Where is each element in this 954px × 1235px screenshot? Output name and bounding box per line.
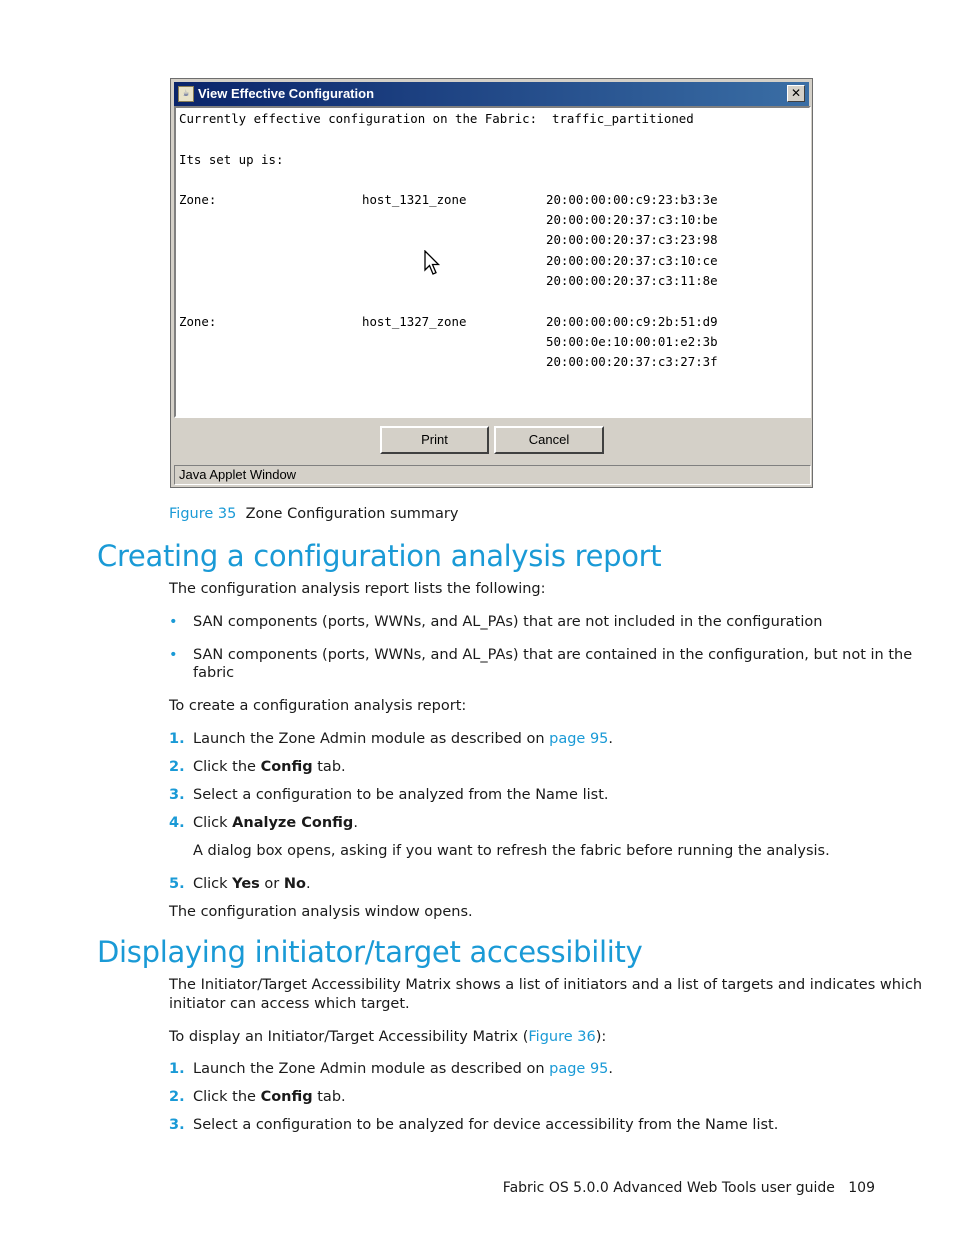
setup-line: Its set up is: [179,152,284,167]
print-button[interactable]: Print [380,426,489,454]
page-number: 109 [848,1180,875,1196]
step-number: 2. [169,1089,185,1105]
wwn-value: 50:00:0e:10:00:01:e2:3b [546,334,718,349]
step-text: Click Analyze Config. [193,815,358,831]
step-text: Click Yes or No. [193,876,311,892]
step-text: Launch the Zone Admin module as described on page 95. [193,731,614,747]
section-heading-analysis-report: Creating a configuration analysis report [97,539,662,573]
step-number: 3. [169,787,185,803]
step-number: 2. [169,759,185,775]
step-number: 1. [169,1061,185,1077]
wwn-value: 20:00:00:20:37:c3:27:3f [546,354,718,369]
wwn-value: 20:00:00:20:37:c3:10:be [546,212,718,227]
step-text: Select a configuration to be analyzed for device accessibility from the Name list. [193,1117,779,1133]
wwn-value: 20:00:00:20:37:c3:11:8e [546,273,718,288]
bullet-item: SAN components (ports, WWNs, and AL_PAs) that are contained in the configuration, but not in the [193,647,913,663]
wwn-value: 20:00:00:00:c9:2b:51:d9 [546,314,718,329]
page-link[interactable]: page 95 [549,731,609,747]
step-number: 3. [169,1117,185,1133]
wwn-value: 20:00:00:00:c9:23:b3:3e [546,192,718,207]
step-text: Click the Config tab. [193,1089,346,1105]
section1-outro: The configuration analysis window opens. [169,904,473,920]
bullet-item: SAN components (ports, WWNs, and AL_PAs) that are not included in the configuration [193,614,823,630]
wwn-value: 20:00:00:20:37:c3:23:98 [546,232,718,247]
step-number: 1. [169,731,185,747]
applet-status-bar: Java Applet Window [174,465,811,485]
fabric-line: Currently effective configuration on the Fabric: traffic_partitioned [179,111,694,126]
bullet-icon: • [169,647,178,663]
section2-intro: The Initiator/Target Accessibility Matrix shows a list of initiators and a list of targets and indicates which [169,977,923,993]
figure-label: Figure 35 [169,506,237,522]
step-text: Click the Config tab. [193,759,346,775]
section1-lead: To create a configuration analysis report: [169,698,467,714]
section-heading-accessibility: Displaying initiator/target accessibility [97,935,643,969]
dialog-title: View Effective Configuration [198,86,375,101]
step-number: 5. [169,876,185,892]
step-text: Launch the Zone Admin module as described on page 95. [193,1061,614,1077]
step-note: A dialog box opens, asking if you want to refresh the fabric before running the analysis. [193,843,830,859]
zone-name: host_1321_zone [362,192,467,207]
page-link[interactable]: page 95 [549,1061,609,1077]
step-number: 4. [169,815,185,831]
dialog-titlebar[interactable] [174,82,809,106]
step-text: Select a configuration to be analyzed from the Name list. [193,787,609,803]
view-effective-configuration-dialog [170,78,813,488]
page-footer [503,1180,875,1196]
close-icon[interactable]: ✕ [787,85,805,102]
section1-intro: The configuration analysis report lists the following: [169,581,546,597]
bullet-item-continuation: fabric [193,665,235,681]
zone-label: Zone: [179,314,217,329]
section2-intro-continuation: initiator can access which target. [169,996,410,1012]
cancel-button[interactable]: Cancel [494,426,604,454]
window-icon: ☕ [178,86,194,102]
zone-name: host_1327_zone [362,314,467,329]
guide-title: Fabric OS 5.0.0 Advanced Web Tools user guide [502,1180,835,1196]
section2-lead: To display an Initiator/Target Accessibility Matrix (Figure 36): [169,1029,607,1045]
bullet-icon: • [169,614,178,630]
figure-link[interactable]: Figure 36 [528,1029,596,1045]
configuration-text-area[interactable] [174,106,811,418]
wwn-value: 20:00:00:20:37:c3:10:ce [546,253,718,268]
zone-label: Zone: [179,192,217,207]
figure-caption [169,506,458,522]
caption-text: Zone Configuration summary [245,506,459,522]
mouse-pointer-icon [424,250,442,276]
